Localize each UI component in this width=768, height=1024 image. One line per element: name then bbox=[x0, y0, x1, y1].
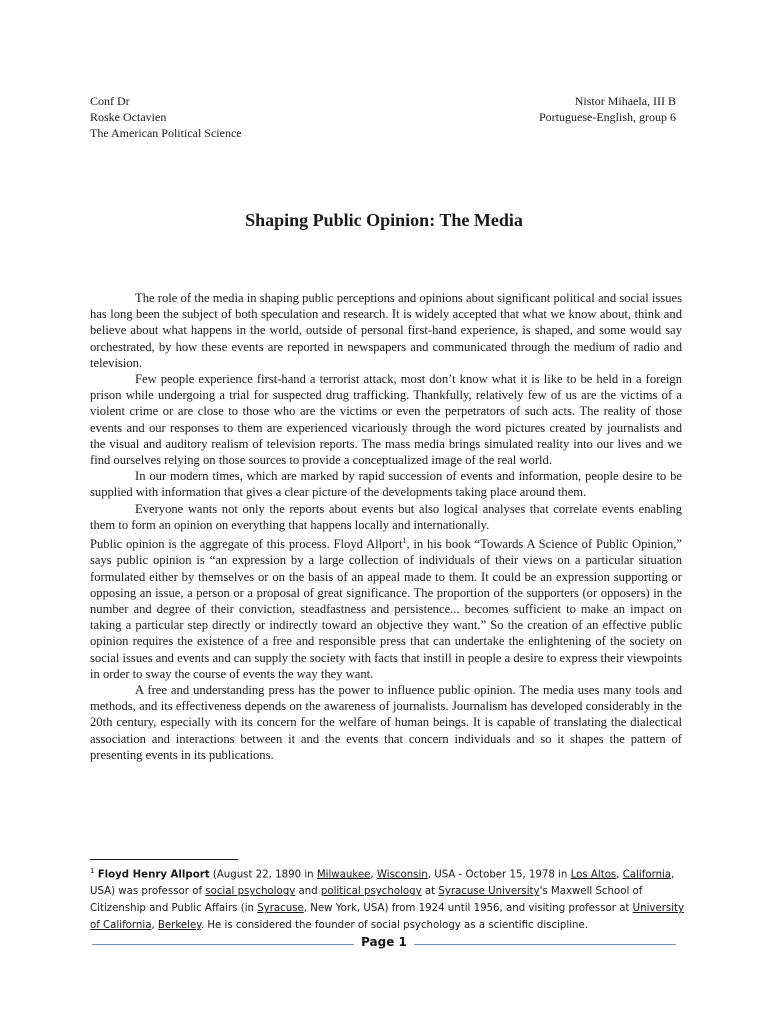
page-number: Page 1 bbox=[361, 935, 407, 949]
footer-rule-right bbox=[414, 944, 676, 945]
footnote-name: Floyd Henry Allport bbox=[97, 869, 210, 881]
footnote-marker: 1 bbox=[90, 867, 95, 875]
header-right bbox=[539, 93, 676, 125]
header-line: Portuguese-English, group 6 bbox=[539, 110, 676, 124]
header-line: Roske Octavien bbox=[90, 110, 167, 124]
footnote-text: , USA) was professor of bbox=[90, 869, 675, 898]
paragraph bbox=[90, 533, 682, 682]
link-wisconsin[interactable]: Wisconsin bbox=[376, 869, 428, 881]
footnote-text: , bbox=[370, 869, 377, 881]
footnote-ref[interactable]: 1 bbox=[402, 536, 407, 546]
paragraph: In our modern times, which are marked by rapid succession of events and information, people desire to be supplied with information that gives a clear picture of the developments taking place around them. bbox=[90, 469, 682, 500]
link-berkeley[interactable]: Berkeley bbox=[157, 920, 201, 932]
document-title: Shaping Public Opinion: The Media bbox=[245, 210, 523, 230]
footnote-text: . He is considered the founder of social psychology as a scientific discipline. bbox=[200, 920, 588, 932]
link-political-psychology[interactable]: political psychology bbox=[320, 886, 422, 898]
header-line: Conf Dr bbox=[90, 94, 130, 108]
footnote-text: 's Maxwell School of Citizenship and Public Affairs (in bbox=[90, 886, 643, 915]
footnote-text: , New York, USA) from 1924 until 1956, and visiting professor at bbox=[303, 903, 633, 915]
link-social-psychology[interactable]: social psychology bbox=[205, 886, 296, 898]
link-university-of-california[interactable]: University of California bbox=[90, 903, 685, 932]
header-left bbox=[90, 93, 242, 141]
link-syracuse[interactable]: Syracuse bbox=[257, 903, 304, 915]
footnote-text: (August 22, 1890 in bbox=[209, 869, 317, 881]
document-body bbox=[90, 290, 682, 763]
footnote-text: at bbox=[421, 886, 439, 898]
footnote-text: , bbox=[616, 869, 623, 881]
footer-rule-left bbox=[92, 944, 354, 945]
footnote-text: , bbox=[151, 920, 158, 932]
footnote-separator bbox=[90, 859, 238, 860]
footnote bbox=[90, 863, 690, 934]
footnote-text: , USA - October 15, 1978 in bbox=[427, 869, 571, 881]
link-los-altos[interactable]: Los Altos bbox=[570, 869, 617, 881]
paragraph: Few people experience first-hand a terrorist attack, most don’t know what it is like to be held in a foreign prison while undergoing a trial for suspected drug trafficking. Thankfully, relatively few of us are the victims of a violent crime or are close to those who are the victims or even the perpetrators of such acts. The reality of those events and our responses to them are experienced vicariously through the word pictures created by journalists and the visual and auditory realism of television reports. The mass media brings simulated reality into our lives and we find ourselves relying on those sources to provide a conceptualized image of the real world. bbox=[90, 372, 682, 468]
header-line: The American Political Science bbox=[90, 126, 242, 140]
paragraph: The role of the media in shaping public perceptions and opinions about significant political and social issues has long been the subject of both speculation and research. It is widely accepted that what we know about, think and believe about what happens in the world, outside of personal first-hand experience, is shaped, and some would say orchestrated, by how these events are reported in newspapers and communicated through the medium of radio and television. bbox=[90, 291, 682, 370]
link-milwaukee[interactable]: Milwaukee bbox=[316, 869, 371, 881]
header-line: Nistor Mihaela, III B bbox=[574, 94, 676, 108]
paragraph-text: , in his book “Towards A Science of Public Opinion,” says public opinion is “an expression by a large collection of individuals of their views on a particular situation formulated either by themselves or on the basis of an appeal made to them. It could be an expression supporting or opposing an issue, a person or a proposal of great significance. The proportion of the supporters (or opposers) in the number and degree of their conviction, steadfastness and persistence... becomes sufficient to make an impact on taking a particular step directly or indirectly toward an objective they want.” So the creation of an effective public opinion requires the existence of a free and responsible press that can undertake the enlightening of the society on social issues and events and can supply the society with facts that instill in people a desire to express their viewpoints in order to sway the course of events the way they want. bbox=[90, 537, 682, 681]
paragraph: A free and understanding press has the power to influence public opinion. The media uses many tools and methods, and its effectiveness depends on the awareness of journalists. Journalism has developed considerably in the 20th century, especially with its concern for the welfare of human beings. It is capable of translating the dialectical association and interactions between it and the events that concern individuals and so it shapes the pattern of presenting events in its publications. bbox=[90, 683, 682, 762]
paragraph: Everyone wants not only the reports about events but also logical analyses that correlate events enabling them to form an opinion on everything that happens locally and internationally. bbox=[90, 501, 682, 532]
paragraph-text: Public opinion is the aggregate of this process. Floyd Allport bbox=[90, 537, 403, 552]
link-california[interactable]: California bbox=[622, 869, 672, 881]
link-syracuse-university[interactable]: Syracuse University bbox=[438, 886, 540, 898]
footnote-text: and bbox=[295, 886, 321, 898]
